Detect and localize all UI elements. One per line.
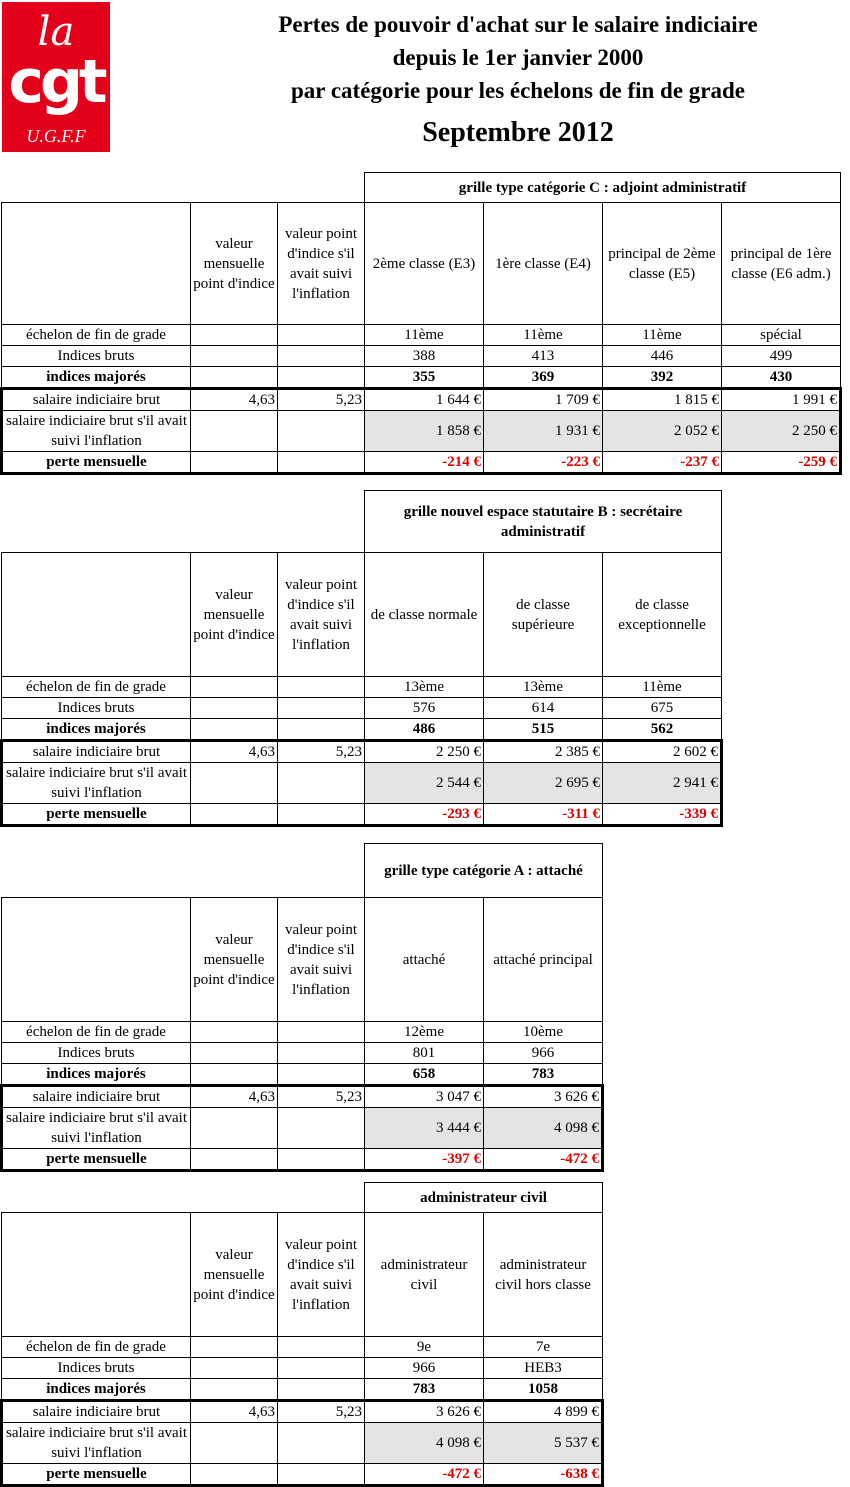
empty-cell bbox=[278, 1423, 365, 1464]
salary-table-block bbox=[0, 490, 723, 827]
value-cell: 2 052 € bbox=[603, 411, 722, 452]
empty-cell bbox=[278, 1108, 365, 1149]
value-cell: 2 695 € bbox=[484, 763, 603, 804]
title-spacer bbox=[2, 844, 365, 898]
empty-cell bbox=[278, 1022, 365, 1043]
row-label: échelon de fin de grade bbox=[2, 677, 191, 698]
empty-cell bbox=[278, 411, 365, 452]
row-perte-mensuelle bbox=[2, 452, 841, 474]
row-label: salaire indiciaire brut s'il avait suivi l'inflation bbox=[2, 1423, 191, 1464]
row-salaire-brut bbox=[2, 741, 722, 763]
value-cell: 430 bbox=[722, 367, 841, 389]
row-salaire-brut bbox=[2, 389, 841, 411]
value-cell: 499 bbox=[722, 346, 841, 367]
empty-cell bbox=[278, 1337, 365, 1358]
empty-cell bbox=[191, 719, 278, 741]
valeur-point-cell: 4,63 bbox=[191, 389, 278, 411]
empty-cell bbox=[191, 1358, 278, 1379]
header-corner bbox=[2, 203, 191, 325]
title-spacer bbox=[2, 491, 365, 553]
col-header-point-inflation: valeur point d'indice s'il avait suivi l'inflation bbox=[278, 203, 365, 325]
row-salaire-inflation bbox=[2, 1423, 603, 1464]
value-cell: 10ème bbox=[484, 1022, 603, 1043]
empty-cell bbox=[278, 763, 365, 804]
col-header-grade: administrateur civil hors classe bbox=[484, 1213, 603, 1337]
col-header-valeur-point: valeur mensuelle point d'indice bbox=[191, 203, 278, 325]
value-cell: 614 bbox=[484, 698, 603, 719]
title-spacer bbox=[2, 173, 365, 203]
header-line-2: depuis le 1er janvier 2000 bbox=[392, 45, 644, 70]
empty-cell bbox=[278, 698, 365, 719]
value-cell: 4 098 € bbox=[484, 1108, 603, 1149]
col-header-grade: attaché bbox=[365, 898, 484, 1022]
row-perte-mensuelle bbox=[2, 804, 722, 826]
valeur-inflation-cell: 5,23 bbox=[278, 1086, 365, 1108]
value-cell: 446 bbox=[603, 346, 722, 367]
row-salaire-inflation bbox=[2, 1108, 603, 1149]
value-cell: 966 bbox=[484, 1043, 603, 1064]
salary-table bbox=[0, 843, 604, 1172]
header-corner bbox=[2, 553, 191, 677]
row-label: salaire indiciaire brut s'il avait suivi l'inflation bbox=[2, 763, 191, 804]
value-cell: 369 bbox=[484, 367, 603, 389]
empty-cell bbox=[191, 804, 278, 826]
value-cell: -472 € bbox=[484, 1149, 603, 1171]
salary-table-block bbox=[0, 1182, 604, 1487]
value-cell: 12ème bbox=[365, 1022, 484, 1043]
col-header-grade: 1ère classe (E4) bbox=[484, 203, 603, 325]
valeur-inflation-cell: 5,23 bbox=[278, 389, 365, 411]
empty-cell bbox=[191, 1423, 278, 1464]
salary-table-block bbox=[0, 172, 842, 475]
value-cell: 1 991 € bbox=[722, 389, 841, 411]
empty-cell bbox=[191, 677, 278, 698]
header-corner bbox=[2, 898, 191, 1022]
value-cell: 1 644 € bbox=[365, 389, 484, 411]
table-title: administrateur civil bbox=[365, 1183, 603, 1213]
value-cell: 3 626 € bbox=[484, 1086, 603, 1108]
col-header-grade: administrateur civil bbox=[365, 1213, 484, 1337]
value-cell: 7e bbox=[484, 1337, 603, 1358]
row-echelon bbox=[2, 1022, 603, 1043]
value-cell: 2 385 € bbox=[484, 741, 603, 763]
col-header-point-inflation: valeur point d'indice s'il avait suivi l'inflation bbox=[278, 1213, 365, 1337]
row-indices-majores bbox=[2, 1064, 603, 1086]
empty-cell bbox=[278, 804, 365, 826]
row-label: salaire indiciaire brut bbox=[2, 1086, 191, 1108]
value-cell: 13ème bbox=[484, 677, 603, 698]
value-cell: 576 bbox=[365, 698, 484, 719]
cgt-logo bbox=[2, 2, 110, 152]
empty-cell bbox=[191, 1108, 278, 1149]
col-header-valeur-point: valeur mensuelle point d'indice bbox=[191, 1213, 278, 1337]
row-indices-majores bbox=[2, 367, 841, 389]
salary-table bbox=[0, 490, 723, 827]
value-cell: 783 bbox=[484, 1064, 603, 1086]
empty-cell bbox=[278, 1464, 365, 1486]
value-cell: 413 bbox=[484, 346, 603, 367]
col-header-grade: principal de 2ème classe (E5) bbox=[603, 203, 722, 325]
value-cell: 11ème bbox=[603, 677, 722, 698]
value-cell: spécial bbox=[722, 325, 841, 346]
empty-cell bbox=[191, 1149, 278, 1171]
empty-cell bbox=[191, 763, 278, 804]
value-cell: HEB3 bbox=[484, 1358, 603, 1379]
value-cell: -311 € bbox=[484, 804, 603, 826]
title-spacer bbox=[2, 1183, 365, 1213]
row-salaire-brut bbox=[2, 1086, 603, 1108]
value-cell: 355 bbox=[365, 367, 484, 389]
value-cell: 2 250 € bbox=[722, 411, 841, 452]
value-cell: -339 € bbox=[603, 804, 722, 826]
col-header-valeur-point: valeur mensuelle point d'indice bbox=[191, 553, 278, 677]
value-cell: 5 537 € bbox=[484, 1423, 603, 1464]
value-cell: 392 bbox=[603, 367, 722, 389]
row-label: salaire indiciaire brut bbox=[2, 741, 191, 763]
empty-cell bbox=[191, 698, 278, 719]
value-cell: 2 250 € bbox=[365, 741, 484, 763]
value-cell: 11ème bbox=[603, 325, 722, 346]
row-label: indices majorés bbox=[2, 719, 191, 741]
empty-cell bbox=[191, 325, 278, 346]
row-label: perte mensuelle bbox=[2, 804, 191, 826]
row-indices-bruts bbox=[2, 346, 841, 367]
empty-cell bbox=[191, 1064, 278, 1086]
salary-table bbox=[0, 172, 842, 475]
value-cell: 966 bbox=[365, 1358, 484, 1379]
value-cell: 1 931 € bbox=[484, 411, 603, 452]
value-cell: 2 602 € bbox=[603, 741, 722, 763]
empty-cell bbox=[191, 1379, 278, 1401]
table-title: grille nouvel espace statutaire B : secrétaire administratif bbox=[365, 491, 722, 553]
header-corner bbox=[2, 1213, 191, 1337]
valeur-inflation-cell: 5,23 bbox=[278, 1401, 365, 1423]
row-indices-bruts bbox=[2, 1043, 603, 1064]
logo-main-text: cgt bbox=[8, 47, 104, 117]
row-salaire-inflation bbox=[2, 763, 722, 804]
row-indices-bruts bbox=[2, 1358, 603, 1379]
salary-table bbox=[0, 1182, 604, 1487]
empty-cell bbox=[278, 1043, 365, 1064]
empty-cell bbox=[191, 367, 278, 389]
empty-cell bbox=[278, 677, 365, 698]
row-label: salaire indiciaire brut s'il avait suivi l'inflation bbox=[2, 1108, 191, 1149]
col-header-grade: principal de 1ère classe (E6 adm.) bbox=[722, 203, 841, 325]
header-line-1: Pertes de pouvoir d'achat sur le salaire indiciaire bbox=[278, 12, 758, 37]
row-label: perte mensuelle bbox=[2, 1149, 191, 1171]
value-cell: 515 bbox=[484, 719, 603, 741]
value-cell: 11ème bbox=[365, 325, 484, 346]
header-date: Septembre 2012 bbox=[422, 117, 614, 148]
row-label: perte mensuelle bbox=[2, 1464, 191, 1486]
row-label: salaire indiciaire brut bbox=[2, 389, 191, 411]
col-header-grade: de classe exceptionnelle bbox=[603, 553, 722, 677]
row-indices-majores bbox=[2, 719, 722, 741]
value-cell: 1 709 € bbox=[484, 389, 603, 411]
value-cell: 3 047 € bbox=[365, 1086, 484, 1108]
row-label: indices majorés bbox=[2, 1379, 191, 1401]
row-perte-mensuelle bbox=[2, 1464, 603, 1486]
empty-cell bbox=[278, 325, 365, 346]
valeur-point-cell: 4,63 bbox=[191, 1086, 278, 1108]
value-cell: 562 bbox=[603, 719, 722, 741]
row-salaire-brut bbox=[2, 1401, 603, 1423]
row-perte-mensuelle bbox=[2, 1149, 603, 1171]
row-label: Indices bruts bbox=[2, 698, 191, 719]
empty-cell bbox=[278, 1358, 365, 1379]
empty-cell bbox=[191, 1043, 278, 1064]
value-cell: 1 858 € bbox=[365, 411, 484, 452]
valeur-point-cell: 4,63 bbox=[191, 741, 278, 763]
row-label: Indices bruts bbox=[2, 346, 191, 367]
row-label: salaire indiciaire brut bbox=[2, 1401, 191, 1423]
row-label: échelon de fin de grade bbox=[2, 1337, 191, 1358]
row-echelon bbox=[2, 325, 841, 346]
value-cell: 11ème bbox=[484, 325, 603, 346]
col-header-grade: attaché principal bbox=[484, 898, 603, 1022]
value-cell: -638 € bbox=[484, 1464, 603, 1486]
empty-cell bbox=[278, 367, 365, 389]
row-indices-bruts bbox=[2, 698, 722, 719]
row-label: échelon de fin de grade bbox=[2, 325, 191, 346]
header-line-3: par catégorie pour les échelons de fin de grade bbox=[291, 78, 745, 103]
value-cell: -214 € bbox=[365, 452, 484, 474]
empty-cell bbox=[191, 411, 278, 452]
empty-cell bbox=[191, 1464, 278, 1486]
value-cell: -259 € bbox=[722, 452, 841, 474]
row-salaire-inflation bbox=[2, 411, 841, 452]
value-cell: -223 € bbox=[484, 452, 603, 474]
row-label: salaire indiciaire brut s'il avait suivi l'inflation bbox=[2, 411, 191, 452]
value-cell: 783 bbox=[365, 1379, 484, 1401]
value-cell: 675 bbox=[603, 698, 722, 719]
value-cell: 388 bbox=[365, 346, 484, 367]
empty-cell bbox=[191, 1022, 278, 1043]
col-header-point-inflation: valeur point d'indice s'il avait suivi l'inflation bbox=[278, 898, 365, 1022]
valeur-inflation-cell: 5,23 bbox=[278, 741, 365, 763]
col-header-grade: de classe normale bbox=[365, 553, 484, 677]
value-cell: -237 € bbox=[603, 452, 722, 474]
value-cell: 486 bbox=[365, 719, 484, 741]
empty-cell bbox=[191, 1337, 278, 1358]
empty-cell bbox=[278, 1064, 365, 1086]
empty-cell bbox=[191, 346, 278, 367]
value-cell: 3 626 € bbox=[365, 1401, 484, 1423]
salary-table-block bbox=[0, 843, 604, 1172]
empty-cell bbox=[278, 719, 365, 741]
col-header-point-inflation: valeur point d'indice s'il avait suivi l'inflation bbox=[278, 553, 365, 677]
row-indices-majores bbox=[2, 1379, 603, 1401]
value-cell: 2 544 € bbox=[365, 763, 484, 804]
row-label: Indices bruts bbox=[2, 1043, 191, 1064]
value-cell: 4 098 € bbox=[365, 1423, 484, 1464]
row-label: Indices bruts bbox=[2, 1358, 191, 1379]
table-title: grille type catégorie A : attaché bbox=[365, 844, 603, 898]
row-label: indices majorés bbox=[2, 367, 191, 389]
row-label: indices majorés bbox=[2, 1064, 191, 1086]
value-cell: 1 815 € bbox=[603, 389, 722, 411]
value-cell: 2 941 € bbox=[603, 763, 722, 804]
col-header-valeur-point: valeur mensuelle point d'indice bbox=[191, 898, 278, 1022]
row-echelon bbox=[2, 677, 722, 698]
value-cell: -397 € bbox=[365, 1149, 484, 1171]
empty-cell bbox=[191, 452, 278, 474]
col-header-grade: 2ème classe (E3) bbox=[365, 203, 484, 325]
empty-cell bbox=[278, 1149, 365, 1171]
valeur-point-cell: 4,63 bbox=[191, 1401, 278, 1423]
row-echelon bbox=[2, 1337, 603, 1358]
value-cell: 658 bbox=[365, 1064, 484, 1086]
row-label: perte mensuelle bbox=[2, 452, 191, 474]
value-cell: -293 € bbox=[365, 804, 484, 826]
logo-script-text: la bbox=[37, 9, 75, 55]
value-cell: 9e bbox=[365, 1337, 484, 1358]
value-cell: -472 € bbox=[365, 1464, 484, 1486]
value-cell: 801 bbox=[365, 1043, 484, 1064]
empty-cell bbox=[278, 452, 365, 474]
value-cell: 13ème bbox=[365, 677, 484, 698]
col-header-grade: de classe supérieure bbox=[484, 553, 603, 677]
value-cell: 3 444 € bbox=[365, 1108, 484, 1149]
empty-cell bbox=[278, 1379, 365, 1401]
value-cell: 1058 bbox=[484, 1379, 603, 1401]
row-label: échelon de fin de grade bbox=[2, 1022, 191, 1043]
document-header bbox=[190, 8, 846, 151]
value-cell: 4 899 € bbox=[484, 1401, 603, 1423]
table-title: grille type catégorie C : adjoint administratif bbox=[365, 173, 841, 203]
logo-sub-text: U.G.F.F bbox=[26, 126, 86, 146]
empty-cell bbox=[278, 346, 365, 367]
